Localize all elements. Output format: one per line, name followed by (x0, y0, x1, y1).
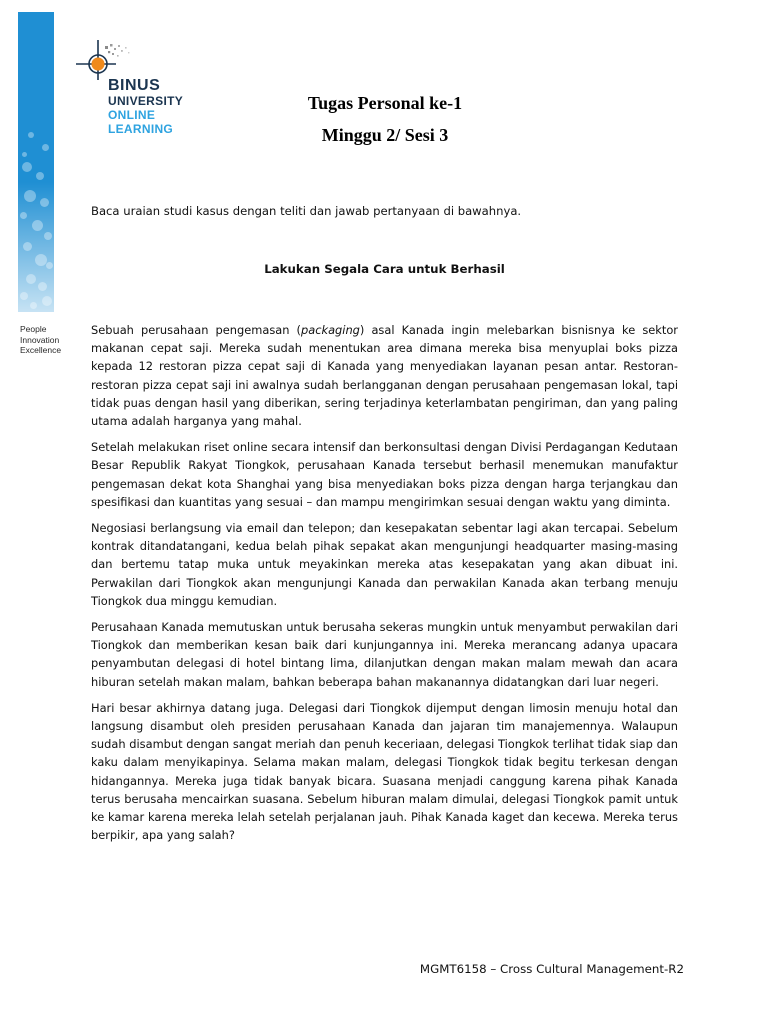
case-study-body (91, 321, 678, 852)
logo-binus-text: BINUS (108, 77, 161, 94)
decorative-side-strip (18, 12, 54, 312)
paragraph: Negosiasi berlangsung via email dan telepon; dan kesepakatan sebentar lagi akan tercapai. Sebelum kontrak ditandatangani, kedua belah pihak sepakat akan mengunjungi headquarter masing-masing dan bertemu tatap muka untuk meyakinkan mereka atas kesepakatan yang akan dibuat ini. Perwakilan dari Tiongkok akan mengunjungi Kanada dan perwakilan Kanada akan terbang menuju Tiongkok dua minggu kemudian. (91, 521, 678, 608)
document-subtitle: Minggu 2/ Sesi 3 (321, 125, 449, 145)
decorative-circle (22, 152, 27, 157)
paragraph: Hari besar akhirnya datang juga. Delegasi dari Tiongkok dijemput dengan limosin menuju hotal dan langsung disambut oleh presiden perusahaan Kanada dan jajaran tim manajemennya. Walaupun sudah disambut dengan sangat meriah dan penuh keceriaan, delegasi Tiongkok terlihat tidak siap dan kaku dalam menyikapinya. Selama makan malam, delegasi Tiongkok tidak begitu terkesan dengan hidangannya. Mereka juga tidak banyak bicara. Suasana menjadi canggung karena pihak Kanada terus berusaha mencairkan suasana. Sebelum hiburan malam dimulai, delegasi Tiongkok pamit untuk ke kamar karena mereka lelah setelah perjalanan jauh. Pihak Kanada kaget dan kecewa. Mereka terus berpikir, apa yang salah? (91, 700, 678, 843)
logo-online-text: ONLINE (108, 108, 156, 122)
decorative-circle (28, 132, 34, 138)
logo-mark-icon (72, 36, 136, 82)
paragraph-text: ) asal Kanada ingin melebarkan bisnisnya ke sektor makanan cepat saji. Mereka sudah menentukan area dimana mereka bisa menyuplai boks pizza kepada 12 restoran pizza cepat saji di Kanada yang menyediakan layanan pesan antar. Restoran-restoran pizza cepat saji ini awalnya sudah berlangganan dengan perusahaan pengemasan lokal, tapi tidak puas dengan hasil yang diberikan, sering terjadinya keterlambatan pengiriman, dan yang paling utama adalah harganya yang mahal. (91, 323, 678, 429)
paragraph-text: Sebuah perusahaan pengemasan ( (91, 323, 301, 337)
brand-tagline (20, 324, 61, 356)
paragraph: Setelah melakukan riset online secara intensif dan berkonsultasi dengan Divisi Perdagangan Kedutaan Besar Republik Rakyat Tiongkok, perusahaan Kanada tersebut berhasil menemukan manufaktur pengemasan dekat kota Shanghai yang bisa menyediakan boks pizza dengan harga terjangkau dan spesifikasi dan kuantitas yang sesuai – dan mampu mengirimkan sesuai dengan waktu yang diminta. (91, 440, 678, 509)
document-title: Tugas Personal ke-1 (307, 93, 463, 113)
tagline-line: Innovation (20, 334, 60, 345)
logo-university-text: UNIVERSITY (108, 94, 184, 108)
decorative-circle (36, 172, 44, 180)
decorative-circle (22, 162, 32, 172)
logo-wordmark (108, 78, 183, 136)
tagline-line: Excellence (20, 345, 62, 355)
logo-learning-text: LEARNING (108, 122, 174, 136)
paragraph: Perusahaan Kanada memutuskan untuk berusaha sekeras mungkin untuk menyambut perwakilan dari Tiongkok dan memberikan kesan baik dari kunjungannya ini. Mereka merancang adanya upacara penyambutan delegasi di hotel bintang lima, dilanjutkan dengan makan malam mewah dan acara hiburan setelah makan malam, bahkan beberapa bahan makanannya didatangkan dari luar negeri. (91, 620, 678, 689)
tagline-line: People (20, 324, 47, 334)
strip-fade-overlay (18, 182, 54, 312)
italic-term: packaging (301, 323, 360, 337)
instruction-text: Baca uraian studi kasus dengan teliti dan jawab pertanyaan di bawahnya. (91, 204, 522, 218)
case-study-title: Lakukan Segala Cara untuk Berhasil (264, 262, 505, 276)
binus-logo (72, 36, 192, 146)
decorative-circle (42, 144, 49, 151)
course-footer: MGMT6158 – Cross Cultural Management-R2 (419, 962, 684, 976)
paragraph (91, 321, 678, 430)
